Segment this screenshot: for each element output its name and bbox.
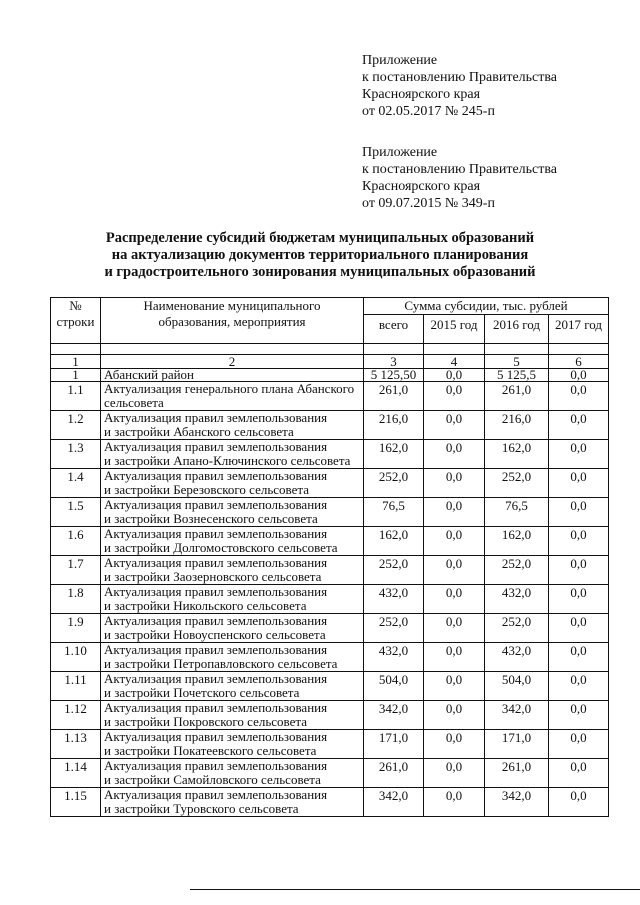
gap-cell — [101, 344, 364, 355]
value-2017-cell: 0,0 — [549, 643, 609, 672]
title-line: на актуализацию документов территориального планирования — [111, 247, 529, 263]
value-total-cell: 342,0 — [364, 701, 424, 730]
value-2017-cell: 0,0 — [549, 369, 609, 382]
value-2016-cell: 252,0 — [485, 614, 549, 643]
value-2016-cell: 216,0 — [485, 411, 549, 440]
gap-cell — [364, 344, 424, 355]
table-row — [51, 788, 609, 817]
value-2016-cell: 261,0 — [485, 759, 549, 788]
row-name-line: Актуализация правил землепользования — [104, 758, 328, 773]
value-2015-cell: 0,0 — [424, 701, 485, 730]
row-name-cell — [101, 411, 364, 440]
value-total-cell: 261,0 — [364, 382, 424, 411]
row-number-cell: 1.12 — [51, 701, 101, 730]
row-name-line: и застройки Апано-Ключинского сельсовета — [104, 453, 351, 468]
column-number: 6 — [549, 355, 609, 369]
row-number-cell: 1.3 — [51, 440, 101, 469]
value-2015-cell: 0,0 — [424, 498, 485, 527]
appendix-line: от 09.07.2015 № 349-п — [362, 196, 495, 211]
row-number-cell: 1.13 — [51, 730, 101, 759]
value-2017-cell: 0,0 — [549, 382, 609, 411]
value-total-cell: 216,0 — [364, 411, 424, 440]
value-2015-cell: 0,0 — [424, 614, 485, 643]
value-2017-cell: 0,0 — [549, 556, 609, 585]
table-row — [51, 672, 609, 701]
table-row — [51, 643, 609, 672]
row-number-cell: 1.14 — [51, 759, 101, 788]
header-text: образования, мероприятия — [158, 314, 306, 329]
row-name-cell — [101, 701, 364, 730]
row-name-line: и застройки Самойловского сельсовета — [104, 772, 321, 787]
appendix-line: Приложение — [362, 145, 438, 160]
row-number-cell: 1.15 — [51, 788, 101, 817]
table-row — [51, 759, 609, 788]
row-name-cell — [101, 672, 364, 701]
value-2016-cell: 342,0 — [485, 701, 549, 730]
table-row — [51, 411, 609, 440]
value-2016-cell: 432,0 — [485, 585, 549, 614]
row-number-cell: 1.5 — [51, 498, 101, 527]
row-name-line: Актуализация правил землепользования — [104, 526, 328, 541]
appendix-line: к постановлению Правительства — [362, 70, 558, 85]
appendix-line: к постановлению Правительства — [362, 162, 558, 177]
row-name-line: Актуализация правил землепользования — [104, 410, 328, 425]
column-number: 2 — [101, 355, 364, 369]
row-name-cell — [101, 498, 364, 527]
value-2016-cell: 171,0 — [485, 730, 549, 759]
table-row — [51, 701, 609, 730]
row-name-cell — [101, 585, 364, 614]
header-2015: 2015 год — [424, 315, 485, 344]
header-total: всего — [364, 315, 424, 344]
row-name-line: сельсовета — [104, 395, 164, 410]
value-total-cell: 5 125,50 — [364, 369, 424, 382]
table-row — [51, 382, 609, 411]
row-name-cell — [101, 556, 364, 585]
row-name-line: и застройки Никольского сельсовета — [104, 598, 307, 613]
row-number-cell: 1.10 — [51, 643, 101, 672]
header-2017: 2017 год — [549, 315, 609, 344]
value-total-cell: 252,0 — [364, 469, 424, 498]
row-number-cell: 1.6 — [51, 527, 101, 556]
row-number-cell: 1.8 — [51, 585, 101, 614]
value-2017-cell: 0,0 — [549, 527, 609, 556]
table-row — [51, 498, 609, 527]
row-name-line: и застройки Заозерновского сельсовета — [104, 569, 322, 584]
table-row — [51, 614, 609, 643]
row-name-cell — [101, 440, 364, 469]
row-number-cell: 1.4 — [51, 469, 101, 498]
row-name-cell — [101, 614, 364, 643]
table-row — [51, 469, 609, 498]
value-2016-cell: 252,0 — [485, 469, 549, 498]
value-2016-cell: 342,0 — [485, 788, 549, 817]
value-2015-cell: 0,0 — [424, 643, 485, 672]
gap-cell — [549, 344, 609, 355]
value-2017-cell: 0,0 — [549, 759, 609, 788]
row-number-cell: 1.9 — [51, 614, 101, 643]
header-2016: 2016 год — [485, 315, 549, 344]
value-2017-cell: 0,0 — [549, 585, 609, 614]
row-name-cell — [101, 730, 364, 759]
row-name-line: и застройки Березовского сельсовета — [104, 482, 309, 497]
value-total-cell: 261,0 — [364, 759, 424, 788]
appendix-line: от 02.05.2017 № 245-п — [362, 104, 495, 119]
table-row — [51, 556, 609, 585]
row-name-line: и застройки Петропавловского сельсовета — [104, 656, 338, 671]
row-name-cell — [101, 527, 364, 556]
row-number-cell: 1.2 — [51, 411, 101, 440]
value-2016-cell: 162,0 — [485, 440, 549, 469]
table-row — [51, 527, 609, 556]
value-2016-cell: 5 125,5 — [485, 369, 549, 382]
value-2015-cell: 0,0 — [424, 440, 485, 469]
appendix-block-1 — [362, 52, 557, 120]
row-name-cell — [101, 643, 364, 672]
row-name-line: Актуализация правил землепользования — [104, 729, 328, 744]
value-2017-cell: 0,0 — [549, 498, 609, 527]
value-2015-cell: 0,0 — [424, 527, 485, 556]
value-2015-cell: 0,0 — [424, 759, 485, 788]
row-name-line: Актуализация генерального плана Абанского — [104, 381, 355, 396]
column-number: 1 — [51, 355, 101, 369]
value-2015-cell: 0,0 — [424, 556, 485, 585]
value-2015-cell: 0,0 — [424, 411, 485, 440]
value-total-cell: 432,0 — [364, 643, 424, 672]
row-name-line: Актуализация правил землепользования — [104, 468, 328, 483]
value-2016-cell: 504,0 — [485, 672, 549, 701]
row-name-line: Актуализация правил землепользования — [104, 613, 328, 628]
appendix-line: Красноярского края — [362, 87, 481, 102]
value-2017-cell: 0,0 — [549, 411, 609, 440]
title-line: и градостроительного зонирования муниципальных образований — [104, 264, 536, 280]
row-name-line: и застройки Долгомостовского сельсовета — [104, 540, 338, 555]
value-2017-cell: 0,0 — [549, 701, 609, 730]
value-total-cell: 171,0 — [364, 730, 424, 759]
value-total-cell: 342,0 — [364, 788, 424, 817]
value-2015-cell: 0,0 — [424, 672, 485, 701]
value-total-cell: 76,5 — [364, 498, 424, 527]
row-name-line: Актуализация правил землепользования — [104, 787, 328, 802]
row-name-line: Актуализация правил землепользования — [104, 439, 328, 454]
column-number: 4 — [424, 355, 485, 369]
row-name-line: Актуализация правил землепользования — [104, 642, 328, 657]
appendix-line: Приложение — [362, 53, 438, 68]
value-total-cell: 162,0 — [364, 527, 424, 556]
appendix-block-2 — [362, 144, 557, 212]
value-2016-cell: 162,0 — [485, 527, 549, 556]
row-name-line: и застройки Покровского сельсовета — [104, 714, 307, 729]
table-row — [51, 585, 609, 614]
value-2017-cell: 0,0 — [549, 469, 609, 498]
value-2016-cell: 432,0 — [485, 643, 549, 672]
title-line: Распределение субсидий бюджетам муниципальных образований — [105, 230, 535, 246]
row-name-line: и застройки Почетского сельсовета — [104, 685, 300, 700]
column-number: 3 — [364, 355, 424, 369]
value-2017-cell: 0,0 — [549, 788, 609, 817]
table-row — [51, 730, 609, 759]
value-2017-cell: 0,0 — [549, 730, 609, 759]
gap-cell — [424, 344, 485, 355]
row-number-cell: 1.11 — [51, 672, 101, 701]
value-2015-cell: 0,0 — [424, 382, 485, 411]
column-number: 5 — [485, 355, 549, 369]
row-name-cell — [101, 759, 364, 788]
header-name — [101, 298, 364, 344]
subsidy-table — [50, 297, 609, 817]
header-sum: Сумма субсидии, тыс. рублей — [364, 298, 609, 315]
row-name-cell — [101, 382, 364, 411]
row-number-cell: 1.1 — [51, 382, 101, 411]
gap-cell — [51, 344, 101, 355]
value-2016-cell: 252,0 — [485, 556, 549, 585]
row-name-cell — [101, 369, 364, 382]
header-row-number — [51, 298, 101, 344]
row-name-line: Актуализация правил землепользования — [104, 700, 328, 715]
header-text: строки — [56, 314, 95, 329]
row-name-line: Актуализация правил землепользования — [104, 497, 328, 512]
header-text: № — [69, 298, 82, 313]
row-name-line: и застройки Туровского сельсовета — [104, 801, 299, 816]
row-name-cell — [101, 788, 364, 817]
row-name-line: Актуализация правил землепользования — [104, 555, 328, 570]
value-2016-cell: 261,0 — [485, 382, 549, 411]
row-name-cell — [101, 469, 364, 498]
value-total-cell: 252,0 — [364, 614, 424, 643]
row-name-line: Абанский район — [104, 367, 195, 382]
row-name-line: и застройки Вознесенского сельсовета — [104, 511, 318, 526]
value-total-cell: 162,0 — [364, 440, 424, 469]
value-2016-cell: 76,5 — [485, 498, 549, 527]
value-2015-cell: 0,0 — [424, 469, 485, 498]
value-2015-cell: 0,0 — [424, 730, 485, 759]
row-name-line: и застройки Покатеевского сельсовета — [104, 743, 317, 758]
appendix-line: Красноярского края — [362, 179, 481, 194]
row-name-line: и застройки Новоуспенского сельсовета — [104, 627, 326, 642]
value-2017-cell: 0,0 — [549, 614, 609, 643]
row-number-cell: 1.7 — [51, 556, 101, 585]
value-2017-cell: 0,0 — [549, 440, 609, 469]
value-2015-cell: 0,0 — [424, 369, 485, 382]
table-body — [51, 369, 609, 817]
value-total-cell: 252,0 — [364, 556, 424, 585]
table-row — [51, 369, 609, 382]
value-2017-cell: 0,0 — [549, 672, 609, 701]
value-total-cell: 432,0 — [364, 585, 424, 614]
table-row — [51, 440, 609, 469]
row-number-cell: 1 — [51, 369, 101, 382]
value-2015-cell: 0,0 — [424, 585, 485, 614]
table-header-row — [51, 298, 609, 315]
bottom-divider — [190, 889, 640, 890]
table-gap-row — [51, 344, 609, 355]
row-name-line: Актуализация правил землепользования — [104, 671, 328, 686]
gap-cell — [485, 344, 549, 355]
value-2015-cell: 0,0 — [424, 788, 485, 817]
row-name-line: и застройки Абанского сельсовета — [104, 424, 294, 439]
value-total-cell: 504,0 — [364, 672, 424, 701]
document-title — [0, 230, 640, 281]
row-name-line: Актуализация правил землепользования — [104, 584, 328, 599]
header-text: Наименование муниципального — [143, 298, 321, 313]
